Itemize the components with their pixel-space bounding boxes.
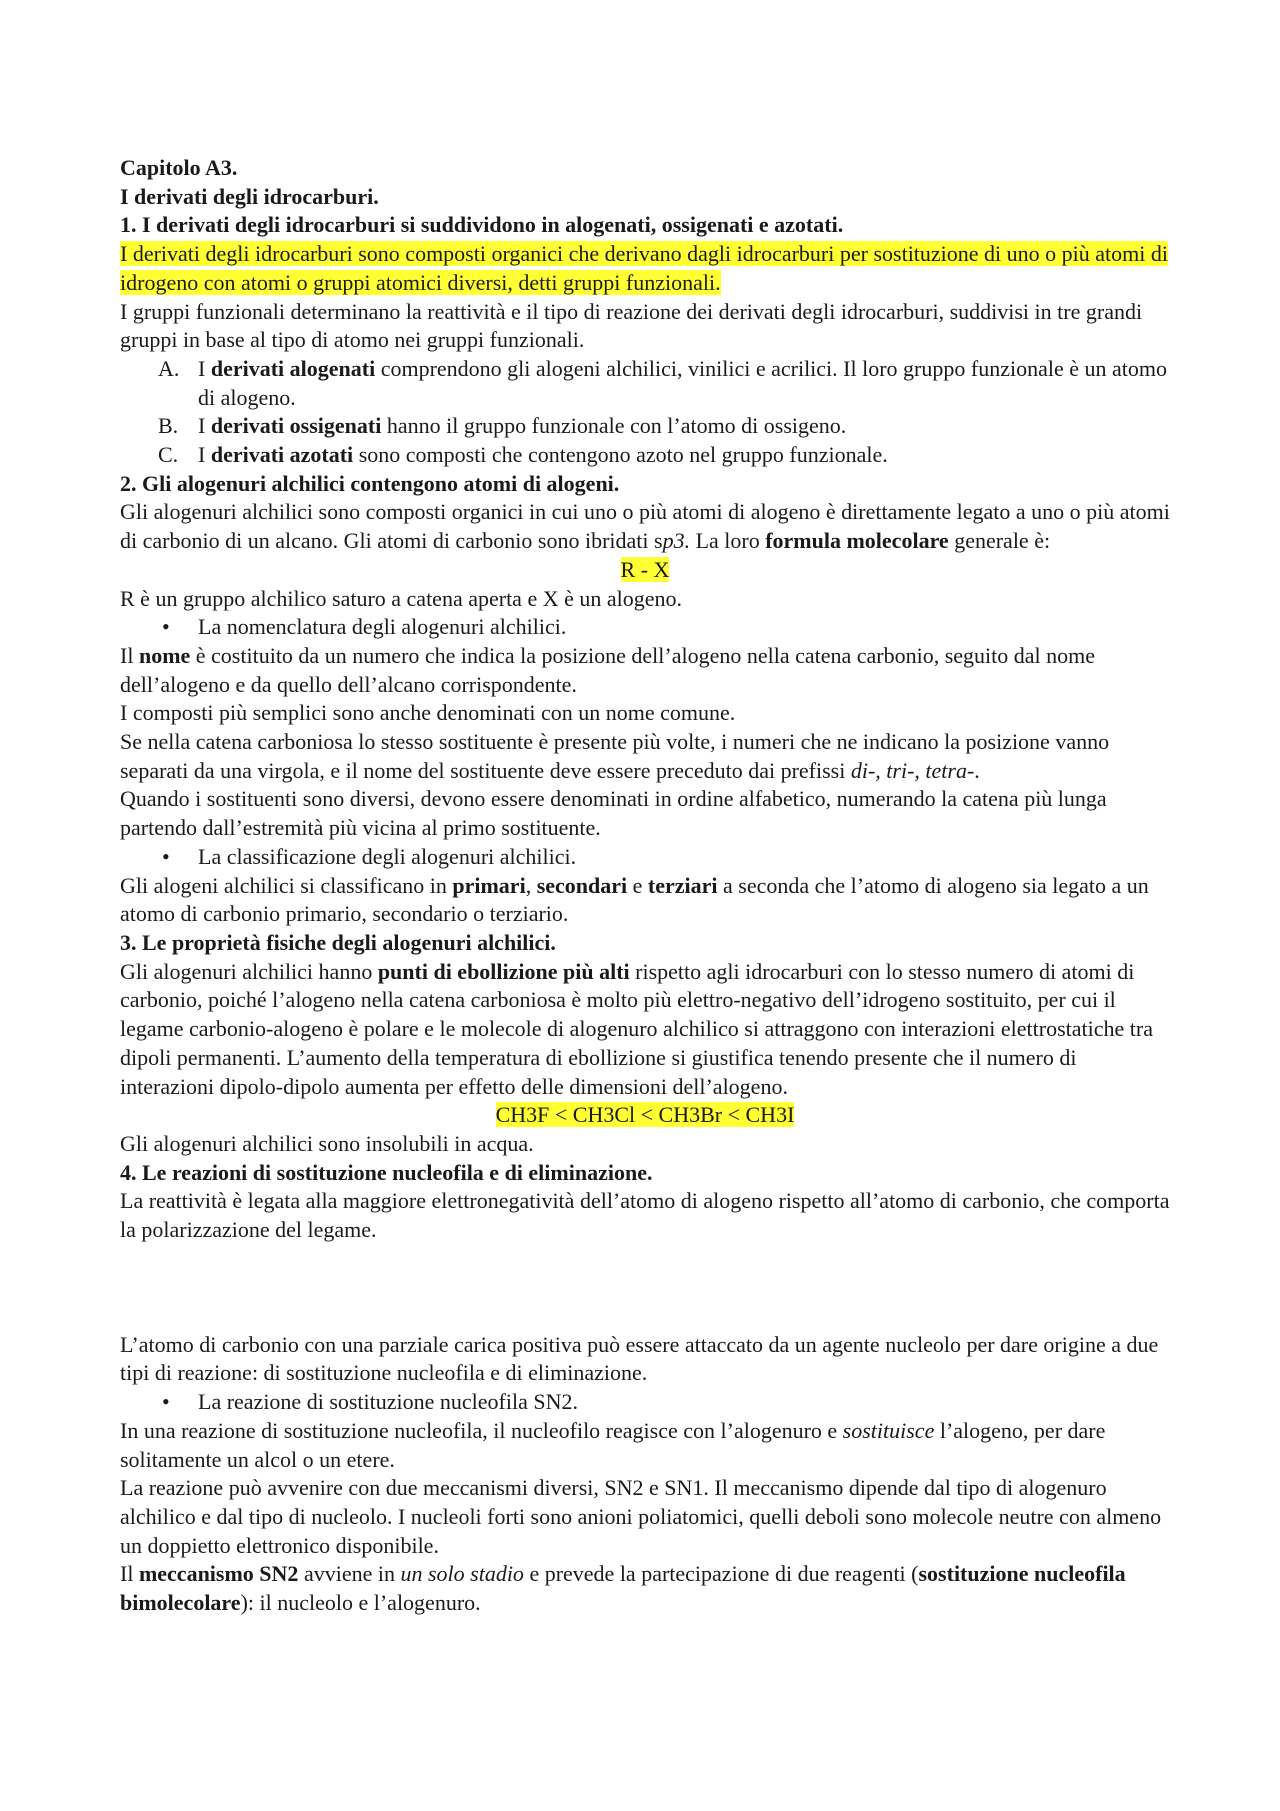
blank-space — [120, 1245, 1170, 1331]
bullet-nomenclature: • La nomenclatura degli alogenuri alchilici. — [120, 613, 1170, 642]
formula-rx: R - X — [620, 556, 670, 582]
list-marker: C. — [158, 442, 179, 468]
section-2-paragraph-6: Quando i sostituenti sono diversi, devono essere denominati in ordine alfabetico, numerando la catena più lunga partendo dall’estremità più vicina al primo sostituente. — [120, 786, 1107, 841]
bullet-classification: • La classificazione degli alogenuri alchilici. — [120, 843, 1170, 872]
section-4-paragraph-4: La reazione può avvenire con due meccanismi diversi, SN2 e SN1. Il meccanismo dipende dal tipo di alogenuro alchilico e dal tipo di nucleolo. I nucleoli forti sono anioni poliatomici, quelli deboli sono molecole neutre con almeno un doppietto elettronico disponibile. — [120, 1475, 1162, 1558]
bullet-icon: • — [162, 843, 170, 869]
section-3-paragraph-1: Gli alogenuri alchilici hanno punti di ebollizione più alti rispetto agli idrocarburi con lo stesso numero di atomi di carbonio, poiché l’alogeno nella catena carboniosa è molto più elettro-negativo dell’idrogeno sostituito, per cui il legame carbonio-alogeno è polare e le molecole di alogenuro alchilico si attraggono con interazioni elettrostatiche tra dipoli permanenti. L’aumento della temperatura di ebollizione si giustifica tenendo presente che il numero di interazioni dipolo-dipolo aumenta per effetto delle dimensioni dell’alogeno. — [120, 958, 1153, 1099]
section-1-paragraph: I gruppi funzionali determinano la reattività e il tipo di reazione dei derivati degli idrocarburi, suddivisi in tre grandi gruppi in base al tipo di atomo nei gruppi funzionali. — [120, 298, 1143, 353]
list-item-c: C. I derivati azotati sono composti che contengono azoto nel gruppo funzionale. — [120, 441, 1170, 470]
section-3-heading: 3. Le proprietà fisiche degli alogenuri alchilici. — [120, 929, 556, 955]
bullet-sn2: • La reazione di sostituzione nucleofila SN2. — [120, 1388, 1170, 1417]
chapter-title: Capitolo A3. — [120, 155, 238, 180]
list-item-b: B. I derivati ossigenati hanno il gruppo funzionale con l’atomo di ossigeno. — [120, 412, 1170, 441]
section-2-paragraph-2: R è un gruppo alchilico saturo a catena aperta e X è un alogeno. — [120, 585, 682, 611]
section-2-paragraph-7: Gli alogeni alchilici si classificano in primari, secondari e terziari a seconda che l’atomo di alogeno sia legato a un atomo di carbonio primario, secondario o terziario. — [120, 872, 1149, 927]
section-2-paragraph-1: Gli alogenuri alchilici sono composti organici in cui uno o più atomi di alogeno è direttamente legato a uno o più atomi di carbonio di un alcano. Gli atomi di carbonio sono ibridati sp3. La loro formula molecolare generale è: — [120, 499, 1170, 554]
section-1-definition — [120, 240, 1170, 297]
section-4-paragraph-2: L’atomo di carbonio con una parziale carica positiva può essere attaccato da un agente nucleolo per dare origine a due tipi di reazione: di sostituzione nucleofila e di eliminazione. — [120, 1331, 1159, 1386]
formula-boiling-order: CH3F < CH3Cl < CH3Br < CH3I — [495, 1102, 795, 1128]
section-1-heading: 1. I derivati degli idrocarburi si suddividono in alogenati, ossigenati e azotati. — [120, 212, 844, 238]
section-4-paragraph-1: La reattività è legata alla maggiore elettronegatività dell’atomo di alogeno rispetto all’atomo di carbonio, che comporta la polarizzazione del legame. — [120, 1188, 1170, 1243]
section-4-paragraph-3: In una reazione di sostituzione nucleofila, il nucleofilo reagisce con l’alogenuro e sostituisce l’alogeno, per dare solitamente un alcol o un etere. — [120, 1417, 1106, 1472]
document-page — [120, 154, 1170, 1618]
chapter-subtitle: I derivati degli idrocarburi. — [120, 183, 379, 209]
section-2-paragraph-5: Se nella catena carboniosa lo stesso sostituente è presente più volte, i numeri che ne indicano la posizione vanno separati da una virgola, e il nome del sostituente deve essere preceduto dai prefissi di-, tri-, tetra-. — [120, 729, 1110, 783]
list-marker: B. — [158, 413, 179, 439]
section-2-paragraph-3: Il nome è costituito da un numero che indica la posizione dell’alogeno nella catena carbonio, seguito dal nome dell’alogeno e da quello dell’alcano corrispondente. — [120, 642, 1096, 697]
list-marker: A. — [158, 355, 180, 381]
section-2-paragraph-4: I composti più semplici sono anche denominati con un nome comune. — [120, 700, 736, 726]
highlighted-definition: I derivati degli idrocarburi sono composti organici che derivano dagli idrocarburi per sostituzione di uno o più atomi di idrogeno con atomi o gruppi atomici diversi, detti gruppi funzionali. — [120, 241, 1168, 295]
section-4-paragraph-5: Il meccanismo SN2 avviene in un solo stadio e prevede la partecipazione di due reagenti (sostituzione nucleofila bimolecolare): il nucleolo e l’alogenuro. — [120, 1561, 1126, 1616]
section-3-paragraph-2: Gli alogenuri alchilici sono insolubili in acqua. — [120, 1130, 534, 1156]
bullet-icon: • — [162, 1389, 170, 1415]
bullet-icon: • — [162, 614, 170, 640]
section-4-heading: 4. Le reazioni di sostituzione nucleofila e di eliminazione. — [120, 1159, 653, 1185]
section-2-heading: 2. Gli alogenuri alchilici contengono atomi di alogeni. — [120, 470, 620, 496]
list-item-a: A. I derivati alogenati comprendono gli alogeni alchilici, vinilici e acrilici. Il loro gruppo funzionale è un atomo di alogeno. — [158, 355, 1167, 410]
